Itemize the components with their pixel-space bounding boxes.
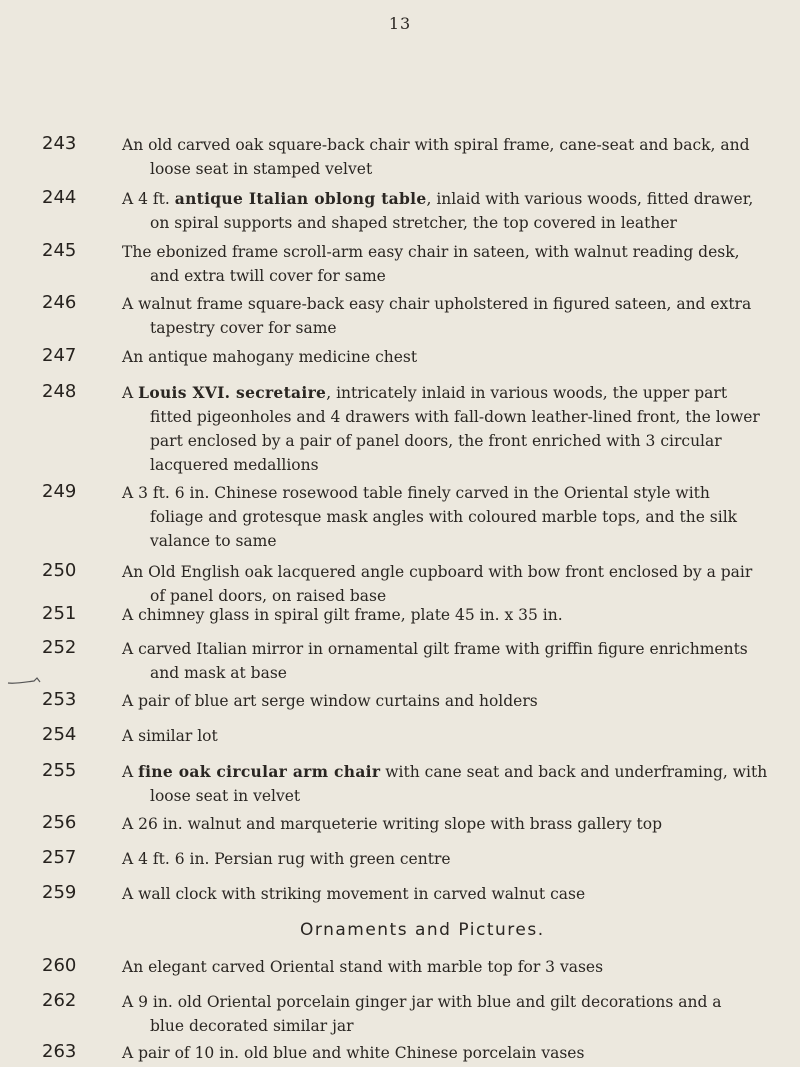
lot-description <box>122 292 762 340</box>
lot-number: 251 <box>42 603 77 624</box>
lot-number: 243 <box>42 133 77 154</box>
lot-description-line: A pair of 10 in. old blue and white Chinese porcelain vases <box>122 1044 585 1062</box>
lot-description <box>122 689 762 713</box>
lot-number: 256 <box>42 812 77 833</box>
lot-description-line: A walnut frame square-back easy chair upholstered in figured sateen, and extra <box>122 295 752 313</box>
lot-description-line: part enclosed by a pair of panel doors, the front enriched with 3 circular <box>150 432 722 450</box>
lot-description-line: An elegant carved Oriental stand with marble top for 3 vases <box>122 958 604 976</box>
lot-number: 248 <box>42 381 77 402</box>
lot-description <box>122 724 762 748</box>
lot-description-line: on spiral supports and shaped stretcher, the top covered in leather <box>150 214 677 232</box>
lot-description-line: and mask at base <box>150 664 287 682</box>
lot-number: 250 <box>42 560 77 581</box>
lot-description <box>122 1041 762 1065</box>
lot-number: 257 <box>42 847 77 868</box>
lot-description-line: valance to same <box>150 532 277 550</box>
lot-description <box>122 637 762 685</box>
lot-description-line: A pair of blue art serge window curtains and holders <box>122 692 538 710</box>
lot-description-line: A 3 ft. 6 in. Chinese rosewood table finely carved in the Oriental style with <box>122 484 710 502</box>
lot-number: 247 <box>42 345 77 366</box>
lot-description-line: A carved Italian mirror in ornamental gilt frame with griffin figure enrichments <box>122 640 748 658</box>
lot-number: 244 <box>42 187 77 208</box>
lot-number: 254 <box>42 724 77 745</box>
lot-number: 253 <box>42 689 77 710</box>
page-number: 13 <box>388 14 412 33</box>
lot-description <box>122 955 762 979</box>
lot-description-line: foliage and grotesque mask angles with coloured marble tops, and the silk <box>150 508 738 526</box>
lot-description-line: A similar lot <box>122 727 218 745</box>
lot-description-line: A 4 ft. 6 in. Persian rug with green centre <box>122 850 451 868</box>
lot-description-line: A 4 ft. antique Italian oblong table, inlaid with various woods, fitted drawer, <box>122 189 754 208</box>
lot-description-line: of panel doors, on raised base <box>150 587 387 605</box>
lot-number: 260 <box>42 955 77 976</box>
lot-number: 255 <box>42 760 77 781</box>
lot-description-line: fitted pigeonholes and 4 drawers with fall-down leather-lined front, the lower <box>150 408 760 426</box>
lot-description-line: An old carved oak square-back chair with spiral frame, cane-seat and back, and <box>122 136 750 154</box>
lot-description <box>122 133 762 181</box>
lot-description-line: The ebonized frame scroll-arm easy chair in sateen, with walnut reading desk, <box>122 243 740 261</box>
lot-description-line: A 9 in. old Oriental porcelain ginger jar with blue and gilt decorations and a <box>122 993 722 1011</box>
lot-description <box>122 187 762 235</box>
lot-number: 263 <box>42 1041 77 1062</box>
lot-description-line: loose seat in stamped velvet <box>150 160 373 178</box>
lot-description-line: A wall clock with striking movement in carved walnut case <box>122 885 586 903</box>
lot-number: 246 <box>42 292 77 313</box>
lot-number: 262 <box>42 990 77 1011</box>
lot-description <box>122 560 762 608</box>
lot-description-line: loose seat in velvet <box>150 787 301 805</box>
lot-description <box>122 240 762 288</box>
lot-number: 252 <box>42 637 77 658</box>
pencil-mark-icon <box>6 672 46 688</box>
lot-description-line: An antique mahogany medicine chest <box>122 348 418 366</box>
section-heading: Ornaments and Pictures. <box>300 920 545 940</box>
lot-description <box>122 847 762 871</box>
lot-description <box>122 381 762 477</box>
lot-description-line: blue decorated similar jar <box>150 1017 354 1035</box>
lot-description-line: An Old English oak lacquered angle cupboard with bow front enclosed by a pair <box>122 563 753 581</box>
lot-description <box>122 345 762 369</box>
lot-description-line: tapestry cover for same <box>150 319 337 337</box>
lot-description-line: A Louis XVI. secretaire, intricately inlaid in various woods, the upper part <box>122 383 728 402</box>
lot-description <box>122 812 762 836</box>
lot-description-line: lacquered medallions <box>150 456 319 474</box>
lot-number: 245 <box>42 240 77 261</box>
lot-description-line: and extra twill cover for same <box>150 267 386 285</box>
lot-description <box>122 760 768 808</box>
lot-description-line: A 26 in. walnut and marqueterie writing slope with brass gallery top <box>122 815 663 833</box>
lot-description-line: A fine oak circular arm chair with cane seat and back and underframing, with <box>122 762 768 781</box>
lot-description <box>122 603 762 627</box>
lot-description <box>122 481 762 553</box>
lot-description <box>122 882 762 906</box>
lot-number: 259 <box>42 882 77 903</box>
lot-description <box>122 990 762 1038</box>
lot-description-line: A chimney glass in spiral gilt frame, plate 45 in. x 35 in. <box>122 606 563 624</box>
lot-number: 249 <box>42 481 77 502</box>
